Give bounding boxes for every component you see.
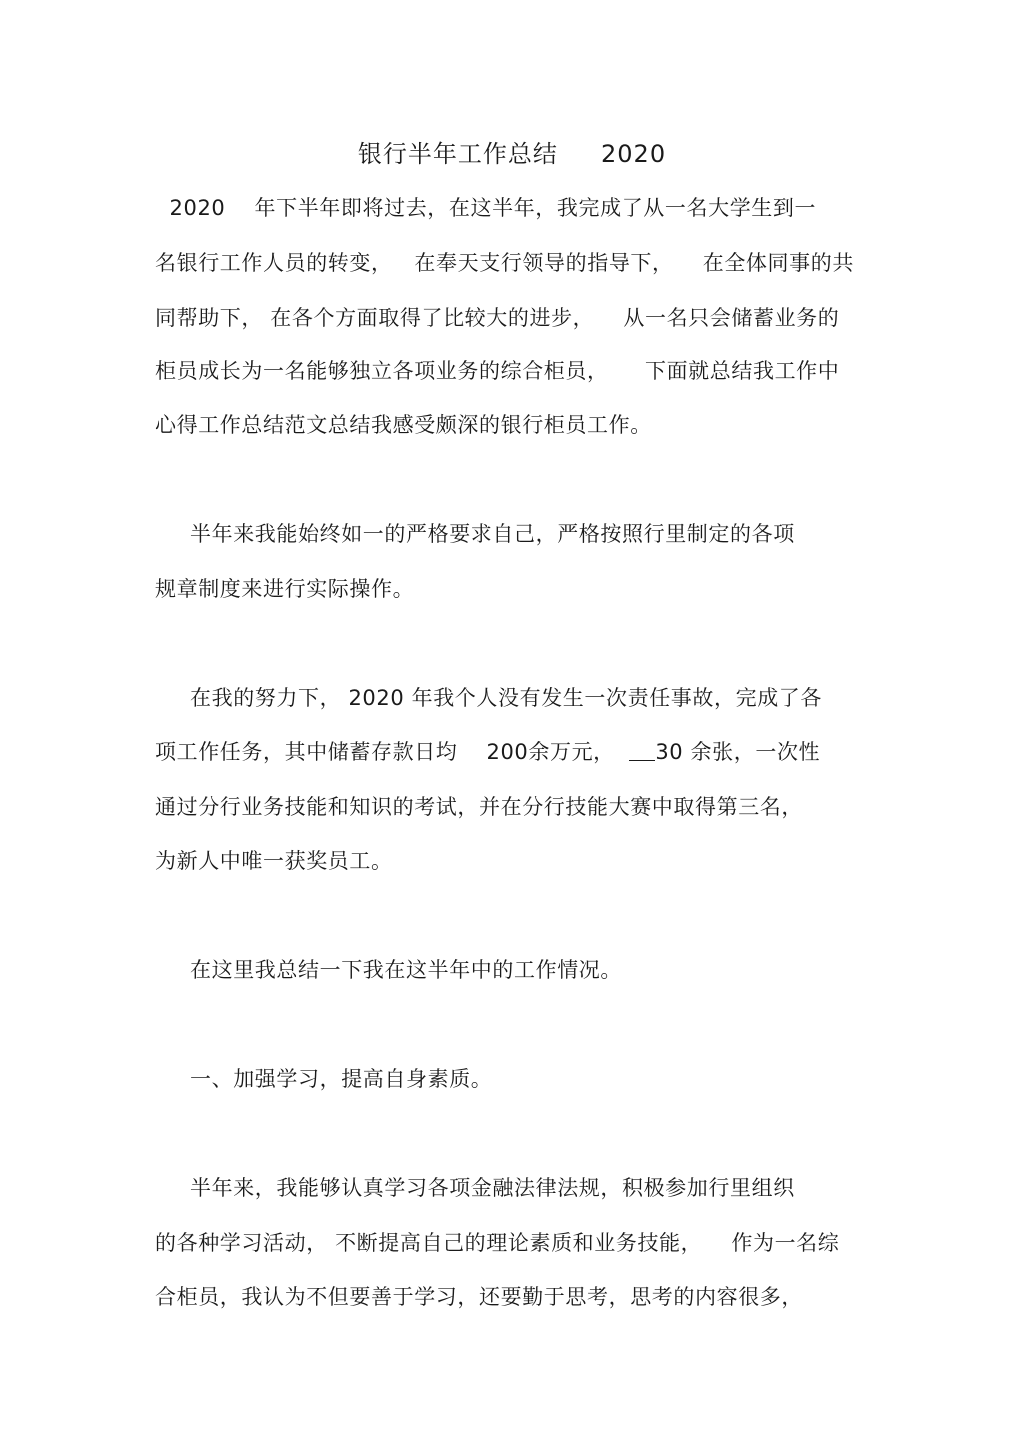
paragraph-5-line-2: 的各种学习活动， 不断提高自己的理论素质和业务技能， 作为一名综 [155,1231,840,1255]
paragraph-3-line-1: 在我的努力下， 2020 年我个人没有发生一次责任事故，完成了各 [190,686,822,710]
paragraph-4-line-1: 在这里我总结一下我在这半年中的工作情况。 [190,958,622,982]
paragraph-1-line-5: 心得工作总结范文总结我感受颇深的银行柜员工作。 [155,413,652,437]
document-title: 银行半年工作总结 2020 [357,140,667,168]
paragraph-2-line-1: 半年来我能始终如一的严格要求自己，严格按照行里制定的各项 [190,522,795,546]
paragraph-1-line-4: 柜员成长为一名能够独立各项业务的综合柜员， 下面就总结我工作中 [155,359,840,383]
paragraph-5-line-1: 半年来，我能够认真学习各项金融法律法规，积极参加行里组织 [190,1176,795,1200]
paragraph-3-line-3: 通过分行业务技能和知识的考试，并在分行技能大赛中取得第三名， [155,795,803,819]
paragraph-3-line-2 [155,737,820,767]
blank-underline [629,738,655,761]
paragraph-2-line-2: 规章制度来进行实际操作。 [155,577,415,601]
paragraph-3-line-4: 为新人中唯一获奖员工。 [155,849,393,873]
paragraph-3-line-2-start: 项工作任务，其中储蓄存款日均 200余万元， [155,740,630,764]
paragraph-1-line-2: 名银行工作人员的转变， 在奉天支行领导的指导下， 在全体同事的共 [155,251,854,275]
paragraph-1-line-3: 同帮助下， 在各个方面取得了比较大的进步， 从一名只会储蓄业务的 [155,306,840,330]
paragraph-3-line-2-end: 30 余张，一次性 [655,740,821,764]
paragraph-1-line-1: 2020 年下半年即将过去，在这半年，我完成了从一名大学生到一 [155,196,817,220]
paragraph-5-line-3: 合柜员，我认为不但要善于学习，还要勤于思考，思考的内容很多， [155,1285,803,1309]
section-heading-1: 一、加强学习，提高自身素质。 [190,1067,493,1091]
